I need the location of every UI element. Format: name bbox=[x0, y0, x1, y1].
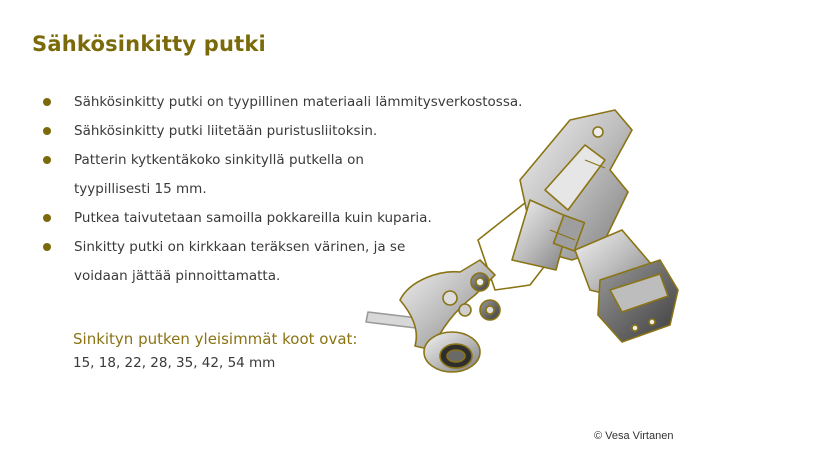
bullet-text: Patterin kytkentäkoko sinkityllä putkella on bbox=[74, 152, 364, 168]
bullet-dot-icon bbox=[43, 243, 51, 251]
bullet-text: Sähkösinkitty putki on tyypillinen materiaali lämmitysverkostossa. bbox=[74, 94, 523, 110]
press-tool-icon bbox=[360, 100, 690, 390]
bullet-text: Sinkitty putki on kirkkaan teräksen värinen, ja se bbox=[74, 239, 406, 255]
slide-title: Sähkösinkitty putki bbox=[32, 32, 266, 56]
bullet-dot-icon bbox=[43, 214, 51, 222]
bullet-text-continued: tyypillisesti 15 mm. bbox=[74, 181, 207, 197]
bullet-text: Sähkösinkitty putki liitetään puristusliitoksin. bbox=[74, 123, 378, 139]
sizes-values: 15, 18, 22, 28, 35, 42, 54 mm bbox=[73, 355, 276, 371]
bullet-dot-icon bbox=[43, 127, 51, 135]
bullet-dot-icon bbox=[43, 98, 51, 106]
bullet-text: Putkea taivutetaan samoilla pokkareilla kuin kuparia. bbox=[74, 210, 432, 226]
copyright-notice: © Vesa Virtanen bbox=[594, 430, 674, 442]
sizes-heading: Sinkityn putken yleisimmät koot ovat: bbox=[73, 330, 358, 348]
bullet-dot-icon bbox=[43, 156, 51, 164]
bullet-text-continued: voidaan jättää pinnoittamatta. bbox=[74, 268, 281, 284]
